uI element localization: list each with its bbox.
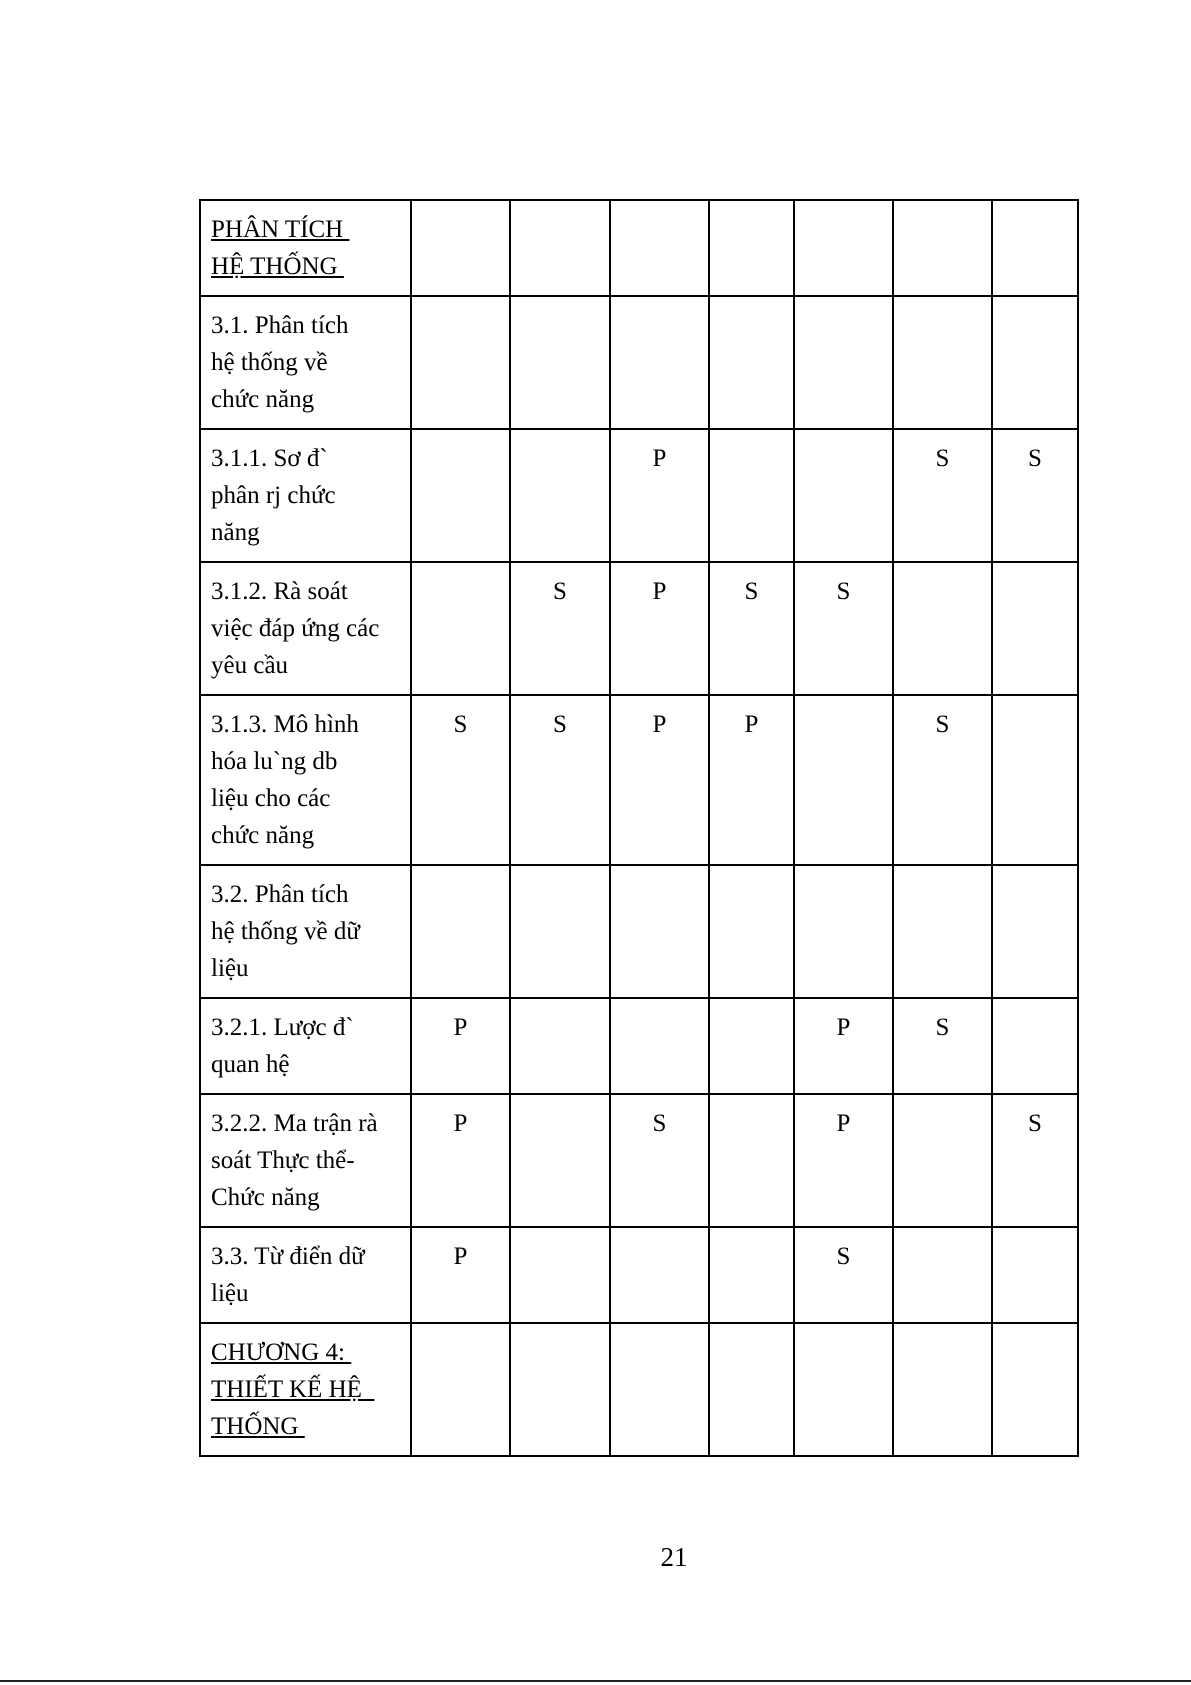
role-cell: P — [411, 1094, 510, 1227]
role-cell — [709, 1094, 794, 1227]
role-cell — [992, 200, 1078, 296]
row-label-cell — [200, 296, 411, 429]
role-cell — [893, 1094, 992, 1227]
assignment-table — [199, 199, 1079, 1457]
role-cell — [794, 865, 893, 998]
role-cell — [794, 695, 893, 865]
role-cell — [510, 865, 610, 998]
role-cell — [610, 998, 709, 1094]
section-heading: CHƯƠNG 4: THIẾT KẾ HỆ THỐNG — [211, 1339, 362, 1440]
role-cell — [992, 1323, 1078, 1456]
role-cell: S — [992, 1094, 1078, 1227]
role-cell: P — [411, 998, 510, 1094]
role-cell — [992, 562, 1078, 695]
role-cell: S — [510, 562, 610, 695]
role-cell: P — [709, 695, 794, 865]
role-cell — [794, 296, 893, 429]
task-label: 3.1.1. Sơ đ` phân rj chức năng — [211, 445, 336, 546]
role-cell — [893, 1227, 992, 1323]
task-label: 3.2.1. Lược đ` quan hệ — [211, 1014, 354, 1078]
role-cell — [893, 562, 992, 695]
role-cell — [794, 200, 893, 296]
task-label: 3.2. Phân tích hệ thống về dữ liệu — [211, 881, 360, 982]
role-cell — [610, 1227, 709, 1323]
role-cell: P — [610, 695, 709, 865]
role-cell — [411, 865, 510, 998]
role-cell: S — [992, 429, 1078, 562]
role-cell: P — [411, 1227, 510, 1323]
table-row — [200, 998, 1078, 1094]
role-cell: S — [893, 429, 992, 562]
role-cell — [510, 1094, 610, 1227]
row-label-cell — [200, 1227, 411, 1323]
role-cell — [610, 1323, 709, 1456]
role-cell — [411, 200, 510, 296]
role-cell: S — [411, 695, 510, 865]
role-cell — [610, 296, 709, 429]
role-cell — [411, 1323, 510, 1456]
table-row — [200, 200, 1078, 296]
task-label: 3.1.2. Rà soát việc đáp ứng các yêu cầu — [211, 578, 380, 679]
role-cell — [610, 865, 709, 998]
table-body — [200, 200, 1078, 1456]
table-row — [200, 1323, 1078, 1456]
table-row — [200, 562, 1078, 695]
role-cell — [893, 296, 992, 429]
bottom-rule — [0, 1680, 1191, 1682]
row-label-cell — [200, 998, 411, 1094]
role-cell — [411, 562, 510, 695]
table-row — [200, 1227, 1078, 1323]
task-label: 3.3. Từ điển dữ liệu — [211, 1243, 365, 1307]
role-cell — [709, 296, 794, 429]
role-cell: S — [794, 562, 893, 695]
section-heading: PHÂN TÍCH HỆ THỐNG — [211, 216, 344, 280]
role-cell — [510, 1227, 610, 1323]
row-label-cell — [200, 200, 411, 296]
role-cell — [893, 865, 992, 998]
role-cell: P — [610, 562, 709, 695]
role-cell: S — [510, 695, 610, 865]
role-cell — [992, 1227, 1078, 1323]
table-row — [200, 865, 1078, 998]
role-cell — [610, 200, 709, 296]
role-cell — [709, 998, 794, 1094]
role-cell — [992, 296, 1078, 429]
role-cell — [709, 1323, 794, 1456]
role-cell — [411, 429, 510, 562]
row-label-cell — [200, 1323, 411, 1456]
role-cell — [510, 1323, 610, 1456]
role-cell — [992, 865, 1078, 998]
row-label-cell — [200, 429, 411, 562]
row-label-cell — [200, 1094, 411, 1227]
role-cell — [893, 1323, 992, 1456]
page-number: 21 — [660, 1542, 688, 1572]
table-row — [200, 1094, 1078, 1227]
table-row — [200, 429, 1078, 562]
role-cell: P — [794, 1094, 893, 1227]
role-cell: S — [893, 695, 992, 865]
role-cell — [992, 998, 1078, 1094]
role-cell: S — [794, 1227, 893, 1323]
table-row — [200, 695, 1078, 865]
role-cell — [709, 1227, 794, 1323]
task-label: 3.1.3. Mô hình hóa lu`ng db liệu cho các chức năng — [211, 711, 359, 849]
role-cell — [709, 865, 794, 998]
task-label: 3.2.2. Ma trận rà soát Thực thể- Chức năng — [211, 1110, 378, 1211]
role-cell — [794, 1323, 893, 1456]
role-cell: S — [893, 998, 992, 1094]
role-cell — [510, 429, 610, 562]
task-label: 3.1. Phân tích hệ thống về chức năng — [211, 312, 349, 413]
role-cell — [510, 998, 610, 1094]
role-cell — [510, 200, 610, 296]
row-label-cell — [200, 562, 411, 695]
role-cell: S — [709, 562, 794, 695]
role-cell — [794, 429, 893, 562]
role-cell: S — [610, 1094, 709, 1227]
row-label-cell — [200, 865, 411, 998]
role-cell — [893, 200, 992, 296]
table-row — [200, 296, 1078, 429]
role-cell — [709, 200, 794, 296]
row-label-cell — [200, 695, 411, 865]
role-cell — [510, 296, 610, 429]
role-cell — [709, 429, 794, 562]
role-cell: P — [794, 998, 893, 1094]
role-cell — [411, 296, 510, 429]
role-cell — [992, 695, 1078, 865]
role-cell: P — [610, 429, 709, 562]
